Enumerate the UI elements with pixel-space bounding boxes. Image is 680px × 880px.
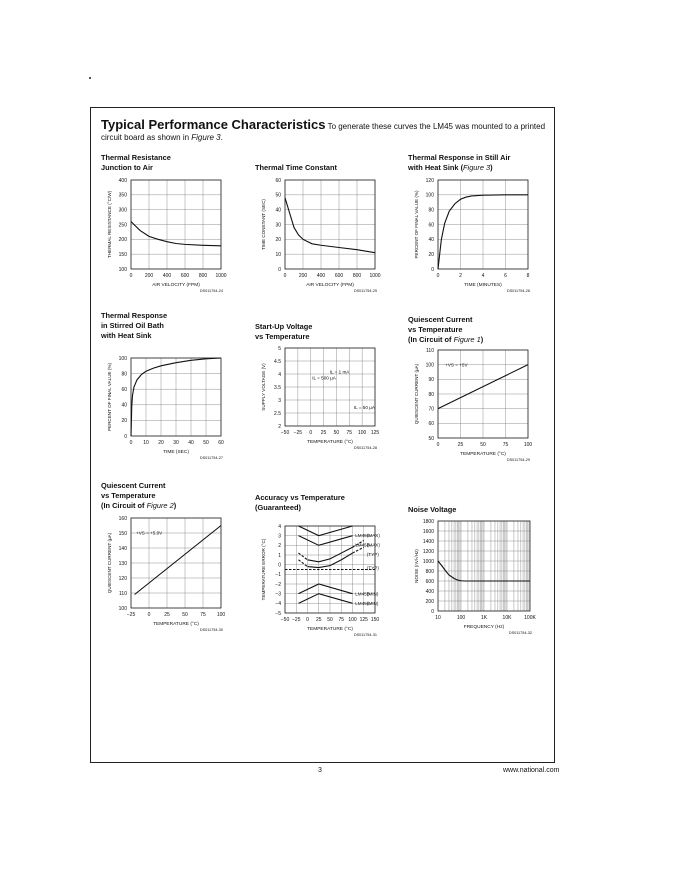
x-tick-label: 50	[327, 617, 333, 623]
x-tick-label: 400	[316, 273, 326, 279]
stray-dot	[89, 77, 91, 79]
y-tick-label: 2	[278, 423, 281, 430]
chart-startup-voltage	[255, 340, 385, 465]
x-tick-label: 800	[198, 273, 208, 279]
y-tick-label: 80	[121, 371, 127, 378]
x-tick-label: 200	[298, 273, 308, 279]
x-axis-label: TIME (MINUTES)	[464, 283, 502, 288]
y-tick-label: 100	[425, 192, 434, 199]
x-tick-label: −25	[293, 430, 303, 436]
figure-3-reference: Figure 3	[191, 133, 221, 142]
series-line	[299, 536, 353, 546]
y-tick-label: 350	[118, 192, 127, 199]
section-title: Typical Performance Characteristics	[101, 117, 326, 132]
y-tick-label: 800	[425, 568, 434, 575]
x-tick-label: 10	[435, 615, 441, 621]
x-tick-label: 75	[338, 617, 345, 623]
x-tick-label: 0	[306, 617, 309, 623]
y-tick-label: 60	[428, 421, 434, 428]
series-line-dashed	[353, 547, 364, 553]
y-tick-label: 60	[121, 387, 127, 393]
annotation-label: IL = 50 µA	[353, 404, 375, 410]
y-tick-label: −5	[275, 610, 281, 617]
chart-title-accuracy: Accuracy vs Temperature (Guaranteed)	[255, 493, 345, 512]
chart-title-quiescent-fig2: Quiescent Current vs Temperature (In Circuit of Figure 2)	[101, 481, 177, 510]
page-number: 3	[318, 767, 322, 774]
y-tick-label: −1	[275, 572, 281, 579]
y-tick-label: 250	[118, 222, 127, 229]
y-tick-label: 20	[275, 237, 281, 244]
x-axis-label: TEMPERATURE (°C)	[460, 452, 506, 457]
y-axis-label: QUIESCENT CURRENT (µA)	[414, 363, 419, 425]
annotation-label: (MIN)	[366, 600, 379, 606]
y-axis-label: SUPPLY VOLTAGE (V)	[261, 363, 266, 411]
y-tick-label: 100	[425, 362, 434, 369]
series-line-dashed	[299, 553, 308, 560]
annotation-label: LM45C	[355, 600, 371, 606]
y-tick-label: 120	[118, 575, 127, 582]
series-line	[299, 526, 353, 536]
y-tick-label: 10	[275, 251, 281, 258]
chart-thermal-time-constant	[255, 172, 385, 298]
y-tick-label: 60	[275, 177, 281, 184]
y-tick-label: 4.5	[274, 358, 281, 365]
y-tick-label: 0	[278, 266, 281, 273]
x-tick-label: 50	[182, 612, 188, 618]
x-tick-label: 75	[502, 442, 509, 448]
y-tick-label: 60	[428, 222, 434, 229]
x-axis-label: TEMPERATURE (°C)	[307, 440, 353, 445]
x-tick-label: 100	[348, 617, 357, 623]
chart-title-quiescent-fig1: Quiescent Current vs Temperature (In Circuit of Figure 1)	[408, 315, 484, 344]
x-tick-label: 30	[173, 440, 179, 446]
x-tick-label: −50	[280, 430, 290, 436]
x-tick-label: 0	[436, 442, 440, 448]
y-tick-label: 150	[118, 251, 127, 258]
y-axis-label: NOISE (nV/√Hz)	[414, 549, 419, 583]
y-tick-label: −4	[275, 601, 281, 608]
figure-code: DS011754-24	[199, 289, 223, 293]
y-tick-label: 130	[118, 560, 127, 567]
y-tick-label: 100	[118, 605, 127, 612]
annotation-label: (MAX)	[366, 532, 380, 538]
y-tick-label: 1400	[422, 538, 434, 545]
chart-quiescent-fig2	[101, 510, 231, 635]
y-tick-label: 0	[278, 562, 281, 569]
y-tick-label: 1	[278, 552, 281, 559]
y-tick-label: 110	[426, 347, 434, 354]
figure-code: DS011754-32	[508, 631, 532, 635]
chart-title-noise-voltage: Noise Voltage	[408, 505, 457, 514]
x-tick-label: 1000	[369, 273, 381, 279]
annotation-label: (TYP)	[366, 552, 379, 558]
y-tick-label: 50	[428, 435, 434, 442]
y-axis-label: QUIESCENT CURRENT (µA)	[107, 532, 112, 594]
y-tick-label: 4	[278, 371, 281, 378]
x-tick-label: 100	[357, 430, 367, 436]
figure-code: DS011754-31	[353, 633, 377, 637]
annotation-label: LM45C	[355, 532, 371, 538]
x-tick-label: 0	[283, 273, 287, 279]
y-tick-label: 1200	[422, 548, 434, 555]
y-tick-label: 3	[278, 397, 281, 404]
x-tick-label: 150	[370, 617, 380, 623]
y-tick-label: 1800	[422, 518, 434, 525]
y-tick-label: 100	[118, 266, 127, 273]
x-tick-label: 600	[334, 273, 344, 279]
x-tick-label: −25	[126, 612, 136, 618]
annotation-label: (TYP)	[366, 565, 379, 571]
annotation-label: (MIN)	[366, 591, 379, 597]
chart-title-thermal-time-constant: Thermal Time Constant	[255, 163, 337, 172]
chart-thermal-resistance	[101, 172, 231, 298]
x-tick-label: 0	[147, 612, 151, 618]
y-tick-label: 1000	[422, 558, 434, 565]
x-axis-label: AIR VELOCITY (FPM)	[152, 283, 200, 288]
x-tick-label: 4	[481, 273, 485, 279]
x-tick-label: 0	[129, 273, 133, 279]
y-tick-label: 100	[118, 355, 127, 362]
y-tick-label: 110	[119, 590, 127, 597]
figure-code: DS011754-25	[353, 289, 377, 293]
y-tick-label: 160	[118, 515, 127, 522]
x-tick-label: 800	[352, 273, 362, 279]
x-tick-label: 0	[129, 440, 133, 446]
y-tick-label: 140	[118, 545, 127, 552]
y-tick-label: 4	[278, 523, 281, 530]
y-tick-label: 50	[275, 192, 281, 199]
x-tick-label: 75	[200, 612, 206, 618]
chart-title-thermal-resistance: Thermal Resistance Junction to Air	[101, 153, 171, 172]
y-tick-label: 40	[121, 402, 127, 409]
x-tick-label: 125	[370, 430, 380, 436]
y-tick-label: 20	[121, 418, 127, 425]
x-tick-label: 20	[158, 440, 164, 446]
figure-code: DS011754-26	[506, 289, 530, 293]
x-tick-label: 0	[309, 430, 313, 436]
y-tick-label: −2	[275, 581, 281, 588]
website-url: www.national.com	[503, 767, 560, 774]
annotation-label: LM45B	[355, 591, 370, 597]
y-axis-label: TIME CONSTANT (SEC)	[261, 199, 266, 250]
y-tick-label: 80	[428, 207, 434, 214]
x-tick-label: 1K	[480, 615, 488, 621]
x-tick-label: 100	[456, 615, 466, 621]
x-tick-label: 200	[144, 273, 154, 279]
y-tick-label: −3	[275, 591, 281, 598]
y-tick-label: 90	[428, 377, 434, 384]
chart-quiescent-fig1	[408, 342, 538, 468]
x-tick-label: 600	[180, 273, 190, 279]
x-tick-label: 100K	[524, 615, 536, 621]
x-tick-label: 0	[436, 273, 440, 279]
y-tick-label: 80	[428, 391, 434, 398]
x-tick-label: 25	[457, 442, 464, 448]
series-line-dashed	[299, 560, 308, 567]
y-tick-label: 600	[425, 578, 434, 585]
x-axis-label: TEMPERATURE (°C)	[153, 622, 199, 627]
y-tick-label: 150	[118, 530, 127, 537]
x-tick-label: 400	[162, 273, 172, 279]
y-tick-label: 40	[275, 207, 281, 214]
y-axis-label: PERCENT OF FINAL VALUE (%)	[414, 190, 419, 259]
x-tick-label: 50	[333, 430, 340, 436]
y-tick-label: 5	[278, 345, 281, 352]
y-tick-label: 400	[425, 588, 434, 595]
figure-code: DS011754-29	[506, 458, 530, 462]
x-tick-label: 10K	[502, 615, 512, 621]
y-tick-label: 300	[118, 207, 127, 214]
x-tick-label: 6	[504, 273, 507, 279]
y-tick-label: 2.5	[274, 410, 281, 417]
series-line	[299, 594, 353, 604]
x-axis-label: TIME (SEC)	[163, 450, 189, 455]
y-tick-label: 1600	[422, 528, 434, 535]
figure-code: DS011754-28	[353, 446, 377, 450]
x-tick-label: −25	[292, 617, 301, 623]
y-tick-label: 20	[428, 251, 434, 258]
x-axis-label: AIR VELOCITY (FPM)	[306, 283, 354, 288]
chart-noise-voltage	[408, 513, 540, 640]
section-intro-end: .	[220, 133, 223, 142]
x-tick-label: 125	[359, 617, 368, 623]
x-axis-label: TEMPERATURE (°C)	[307, 627, 353, 632]
series-line	[285, 198, 375, 253]
x-tick-label: 25	[315, 617, 322, 623]
series-line	[135, 526, 221, 595]
x-tick-label: 25	[320, 430, 327, 436]
y-tick-label: 40	[428, 237, 434, 244]
x-tick-label: 50	[480, 442, 486, 448]
chart-still-air-response	[408, 172, 538, 298]
y-axis-label: TEMPERATURE ERROR (°C)	[261, 538, 266, 601]
annotation-label: (MAX)	[366, 542, 380, 548]
annotation-label: +VS = +5.0V	[136, 530, 163, 536]
y-tick-label: 30	[275, 222, 281, 229]
y-axis-label: THERMAL RESISTANCE (°C/W)	[107, 190, 112, 259]
chart-title-oil-bath-response: Thermal Response in Stirred Oil Bath with Heat Sink	[101, 311, 168, 340]
section-header	[101, 119, 546, 143]
annotation-label: IL = 1 mA	[329, 369, 350, 375]
y-tick-label: 120	[425, 177, 434, 184]
x-tick-label: 75	[346, 430, 353, 436]
chart-title-startup-voltage: Start-Up Voltage vs Temperature	[255, 322, 313, 341]
x-tick-label: 2	[459, 273, 462, 279]
x-tick-label: 40	[188, 440, 194, 446]
series-line	[131, 222, 221, 246]
x-tick-label: 25	[164, 612, 170, 618]
y-tick-label: 200	[425, 598, 434, 605]
x-tick-label: 10	[143, 440, 149, 446]
section-intro: To generate these curves the LM45 was mounted to a printed circuit board as shown in	[101, 122, 546, 142]
x-tick-label: 50	[203, 440, 209, 446]
x-tick-label: 60	[218, 440, 224, 446]
y-tick-label: 400	[118, 177, 127, 184]
y-tick-label: 3	[278, 533, 281, 540]
chart-title-still-air-response: Thermal Response in Still Air with Heat Sink (Figure 3)	[408, 153, 511, 172]
chart-accuracy	[255, 518, 385, 636]
annotation-label: LM45B	[355, 542, 370, 548]
y-tick-label: 3.5	[274, 384, 281, 391]
y-tick-label: 0	[431, 608, 434, 615]
y-tick-label: 0	[124, 433, 127, 440]
x-tick-label: 1000	[215, 273, 227, 279]
x-tick-label: 8	[526, 273, 530, 279]
annotation-label: IL = 500 µA	[312, 375, 336, 381]
chart-oil-bath-response	[101, 350, 231, 465]
y-tick-label: 200	[118, 237, 127, 244]
y-tick-label: 70	[428, 406, 434, 413]
series-line	[299, 584, 353, 594]
figure-code: DS011754-30	[199, 628, 223, 632]
annotation-label: +VS = +5V	[445, 362, 468, 368]
x-tick-label: −50	[280, 617, 290, 623]
figure-code: DS011754-27	[199, 456, 223, 460]
x-axis-label: FREQUENCY (Hz)	[463, 625, 505, 630]
x-tick-label: 100	[523, 442, 533, 448]
x-tick-label: 100	[216, 612, 226, 618]
y-axis-label: PERCENT OF FINAL VALUE (%)	[107, 362, 112, 432]
y-tick-label: 0	[431, 266, 434, 273]
y-tick-label: 2	[278, 543, 281, 550]
